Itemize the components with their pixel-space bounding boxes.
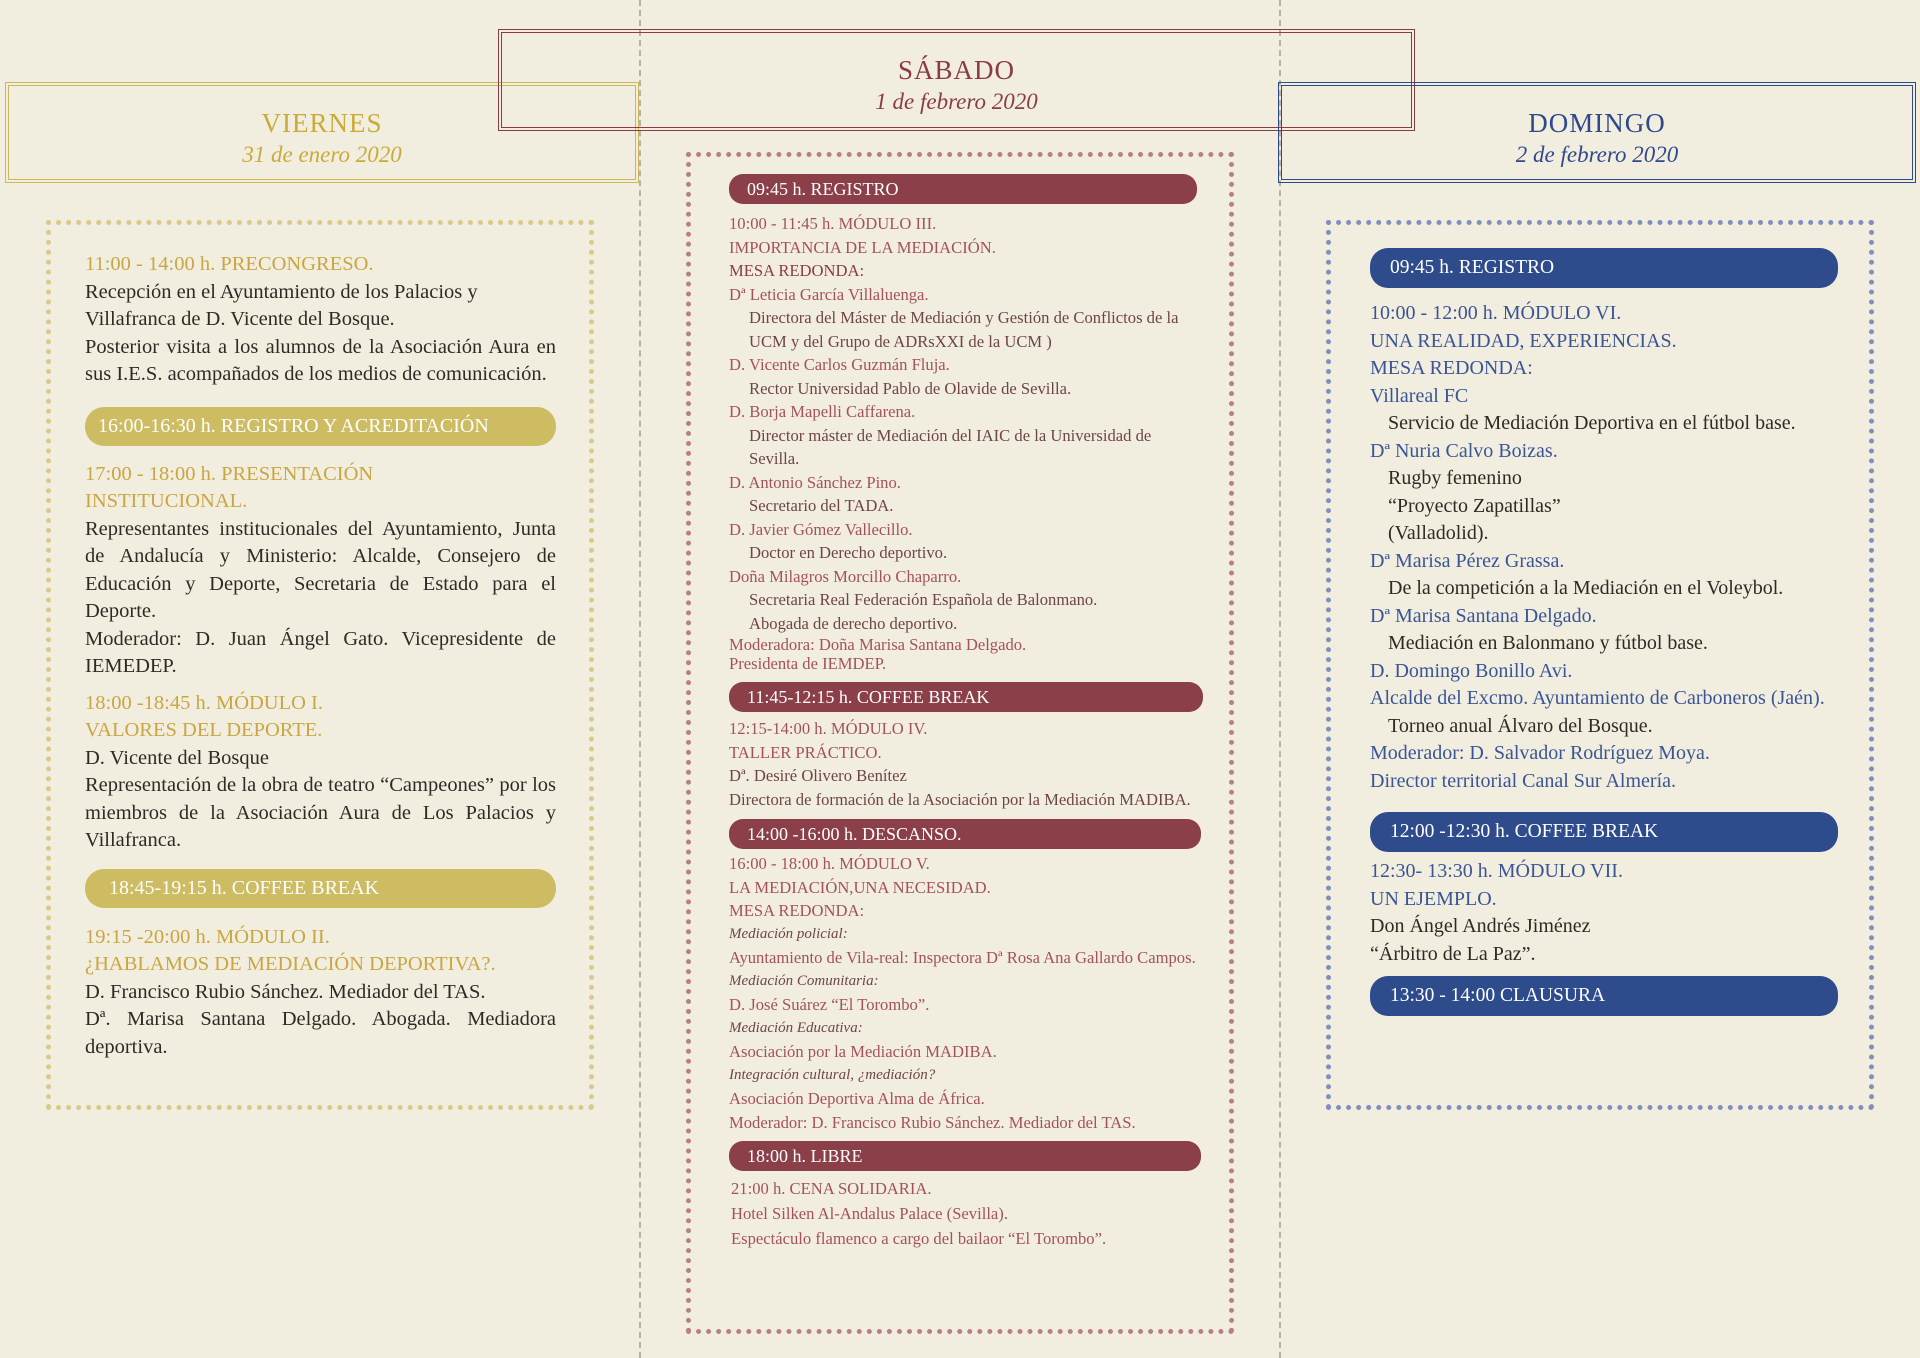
session-title: UNA REALIDAD, EXPERIENCIAS. — [1370, 329, 1677, 352]
speaker-desc: Rugby femenino “Proyecto Zapatillas” (Valladolid). — [1388, 467, 1561, 544]
session-title: VALORES DEL DEPORTE. — [85, 719, 323, 741]
speaker-desc: Mediación en Balonmano y fútbol base. — [1388, 632, 1708, 654]
session-title: 18:00 -18:45 h. MÓDULO I. — [85, 691, 324, 714]
session-text: D. Francisco Rubio Sánchez. Mediador del TAS. — [85, 980, 486, 1003]
topic-label: Mediación Comunitaria: — [729, 972, 879, 989]
topic-text: Asociación por la Mediación MADIBA. — [729, 1042, 997, 1061]
speaker-desc: De la competición a la Mediación en el Voleybol. — [1388, 577, 1784, 599]
session-title: ¿HABLAMOS DE MEDIACIÓN DEPORTIVA?. — [85, 953, 496, 975]
sunday-date: 2 de febrero 2020 — [1515, 142, 1679, 167]
saturday-coffee-bar: 11:45-12:15 h. COFFEE BREAK — [729, 682, 1203, 712]
sunday-modulo-7 — [1370, 858, 1836, 968]
topic-label: Integración cultural, ¿mediación? — [729, 1066, 936, 1083]
topic-label: Mediación Educativa: — [729, 1019, 863, 1036]
moderator: Moderador: D. Francisco Rubio Sánchez. Mediador del TAS. — [729, 1112, 1136, 1132]
saturday-modulo-4 — [729, 717, 1196, 811]
saturday-descanso-bar: 14:00 -16:00 h. DESCANSO. — [729, 819, 1201, 849]
moderator: Presidenta de IEMDEP. — [729, 654, 887, 673]
speaker-role: Secretario del TADA. — [749, 496, 894, 515]
speaker-name: Doña Milagros Morcillo Chaparro. — [729, 566, 962, 586]
sunday-modulo-6 — [1370, 300, 1836, 795]
friday-date: 31 de enero 2020 — [242, 142, 402, 167]
speaker-name: D. Domingo Bonillo Avi. — [1370, 659, 1573, 682]
session-title: 12:30- 13:30 h. MÓDULO VII. — [1370, 860, 1623, 882]
speaker-name: Dª Leticia García Villaluenga. — [729, 284, 929, 304]
topic-text: Ayuntamiento de Vila-real: Inspectora Dª Rosa Ana Gallardo Campos. — [729, 948, 1196, 967]
speaker-role: Rector Universidad Pablo de Olavide de Sevilla. — [749, 378, 1072, 398]
speaker-name: Dª Nuria Calvo Boizas. — [1370, 439, 1558, 462]
fold-line-left — [639, 0, 641, 1358]
friday-day: VIERNES — [261, 108, 383, 138]
speaker-name: Don Ángel Andrés Jiménez — [1370, 915, 1591, 937]
moderator: Moderador: D. Salvador Rodríguez Moya. — [1370, 742, 1710, 764]
moderator: Director territorial Canal Sur Almería. — [1370, 769, 1677, 792]
session-text: D. Vicente del Bosque — [85, 746, 269, 769]
friday-panel — [46, 220, 594, 1110]
speaker-role: Abogada de derecho deportivo. — [749, 613, 958, 633]
speaker-role: Director máster de Mediación del IAIC de la Universidad de Sevilla. — [749, 425, 1152, 468]
session-title: INSTITUCIONAL. — [85, 490, 248, 512]
saturday-registro-bar: 09:45 h. REGISTRO — [729, 174, 1197, 204]
saturday-day: SÁBADO — [897, 55, 1016, 85]
saturday-libre-bar: 18:00 h. LIBRE — [729, 1141, 1201, 1171]
mesa-label: MESA REDONDA: — [729, 261, 865, 280]
session-text: Hotel Silken Al-Andalus Palace (Sevilla). — [731, 1204, 1008, 1223]
session-title: 10:00 - 11:45 h. MÓDULO III. — [729, 214, 937, 233]
speaker-role: Directora del Máster de Mediación y Gestión de Conflictos de la UCM y del Grupo de ADRsXXI de la UCM ) — [749, 308, 1179, 351]
sunday-coffee-bar: 12:00 -12:30 h. COFFEE BREAK — [1370, 812, 1838, 852]
session-title: 21:00 h. CENA SOLIDARIA. — [731, 1179, 932, 1198]
saturday-cena — [729, 1176, 1196, 1251]
speaker-name: D. Vicente Carlos Guzmán Fluja. — [729, 355, 950, 374]
sunday-day: DOMINGO — [1528, 108, 1666, 138]
speaker-name: Villareal FC — [1370, 384, 1469, 407]
session-title: LA MEDIACIÓN,UNA NECESIDAD. — [729, 877, 991, 897]
saturday-modulo-5 — [729, 852, 1196, 1134]
saturday-panel — [686, 152, 1234, 1334]
speaker-name: Dª Marisa Santana Delgado. — [1370, 604, 1597, 627]
saturday-date: 1 de febrero 2020 — [875, 89, 1038, 114]
mesa-label: MESA REDONDA: — [729, 901, 865, 920]
friday-registro-bar: 16:00-16:30 h. REGISTRO Y ACREDITACIÓN — [85, 407, 556, 446]
speaker-name: D. Javier Gómez Vallecillo. — [729, 519, 913, 539]
sunday-panel — [1326, 220, 1874, 1110]
friday-coffee-bar: 18:45-19:15 h. COFFEE BREAK — [85, 869, 556, 908]
friday-modulo-1 — [85, 690, 556, 855]
session-title: 10:00 - 12:00 h. MÓDULO VI. — [1370, 302, 1622, 324]
topic-label: Mediación policial: — [729, 925, 848, 942]
topic-text: D. José Suárez “El Torombo”. — [729, 995, 930, 1014]
sunday-header — [1278, 82, 1916, 183]
speaker-role: Doctor en Derecho deportivo. — [749, 543, 948, 562]
friday-modulo-2 — [85, 924, 556, 1062]
session-text: Representación de la obra de teatro “Campeones” por los miembros de la Asociación Aura de Los Palacios y Villafranca. — [85, 774, 556, 851]
session-text: Representantes institucionales del Ayuntamiento, Junta de Andalucía y Ministerio: Alcalde, Consejero de Educación y Deporte, Secretaria de Estado para el Deporte. — [85, 517, 556, 622]
friday-presentacion — [85, 461, 556, 681]
session-title: IMPORTANCIA DE LA MEDIACIÓN. — [729, 237, 996, 257]
session-text: Dª. Marisa Santana Delgado. Abogada. Mediadora deportiva. — [85, 1008, 556, 1058]
speaker-desc: Servicio de Mediación Deportiva en el fútbol base. — [1388, 412, 1796, 434]
speaker-role: Alcalde del Excmo. Ayuntamiento de Carboneros (Jaén). — [1370, 687, 1825, 709]
speaker-name: D. Antonio Sánchez Pino. — [729, 472, 901, 492]
session-title: 11:00 - 14:00 h. PRECONGRESO. — [85, 253, 374, 275]
session-text: Posterior visita a los alumnos de la Asociación Aura en sus I.E.S. acompañados de los medios de comunicación. — [85, 335, 556, 385]
session-text: Espectáculo flamenco a cargo del bailaor “El Torombo”. — [731, 1229, 1107, 1248]
speaker-name: D. Borja Mapelli Caffarena. — [729, 402, 916, 421]
session-text: Moderador: D. Juan Ángel Gato. Vicepresidente de IEMEDEP. — [85, 627, 556, 677]
session-title: TALLER PRÁCTICO. — [729, 742, 882, 762]
saturday-modulo-3 — [729, 212, 1196, 673]
speaker-name: Dª Marisa Pérez Grassa. — [1370, 549, 1565, 572]
moderator: Moderadora: Doña Marisa Santana Delgado. — [729, 635, 1027, 654]
speaker-role: Secretaria Real Federación Española de Balonmano. — [749, 590, 1098, 609]
sunday-clausura-bar: 13:30 - 14:00 CLAUSURA — [1370, 976, 1838, 1016]
session-title: 17:00 - 18:00 h. PRESENTACIÓN — [85, 462, 374, 485]
speaker-desc: Torneo anual Álvaro del Bosque. — [1388, 714, 1653, 737]
speaker-desc: “Árbitro de La Paz”. — [1370, 942, 1536, 965]
mesa-label: MESA REDONDA: — [1370, 357, 1533, 379]
speaker-role: Directora de formación de la Asociación por la Mediación MADIBA. — [729, 789, 1191, 809]
session-title: UN EJEMPLO. — [1370, 887, 1497, 910]
topic-text: Asociación Deportiva Alma de África. — [729, 1089, 985, 1108]
friday-precongreso — [85, 251, 556, 389]
session-text: Recepción en el Ayuntamiento de los Palacios y Villafranca de D. Vicente del Bosque. — [85, 280, 478, 330]
session-title: 12:15-14:00 h. MÓDULO IV. — [729, 719, 928, 738]
speaker-name: Dª. Desiré Olivero Benítez — [729, 766, 907, 785]
session-title: 16:00 - 18:00 h. MÓDULO V. — [729, 854, 930, 873]
sunday-registro-bar: 09:45 h. REGISTRO — [1370, 248, 1838, 288]
fold-line-right — [1279, 0, 1281, 1358]
session-title: 19:15 -20:00 h. MÓDULO II. — [85, 925, 330, 948]
